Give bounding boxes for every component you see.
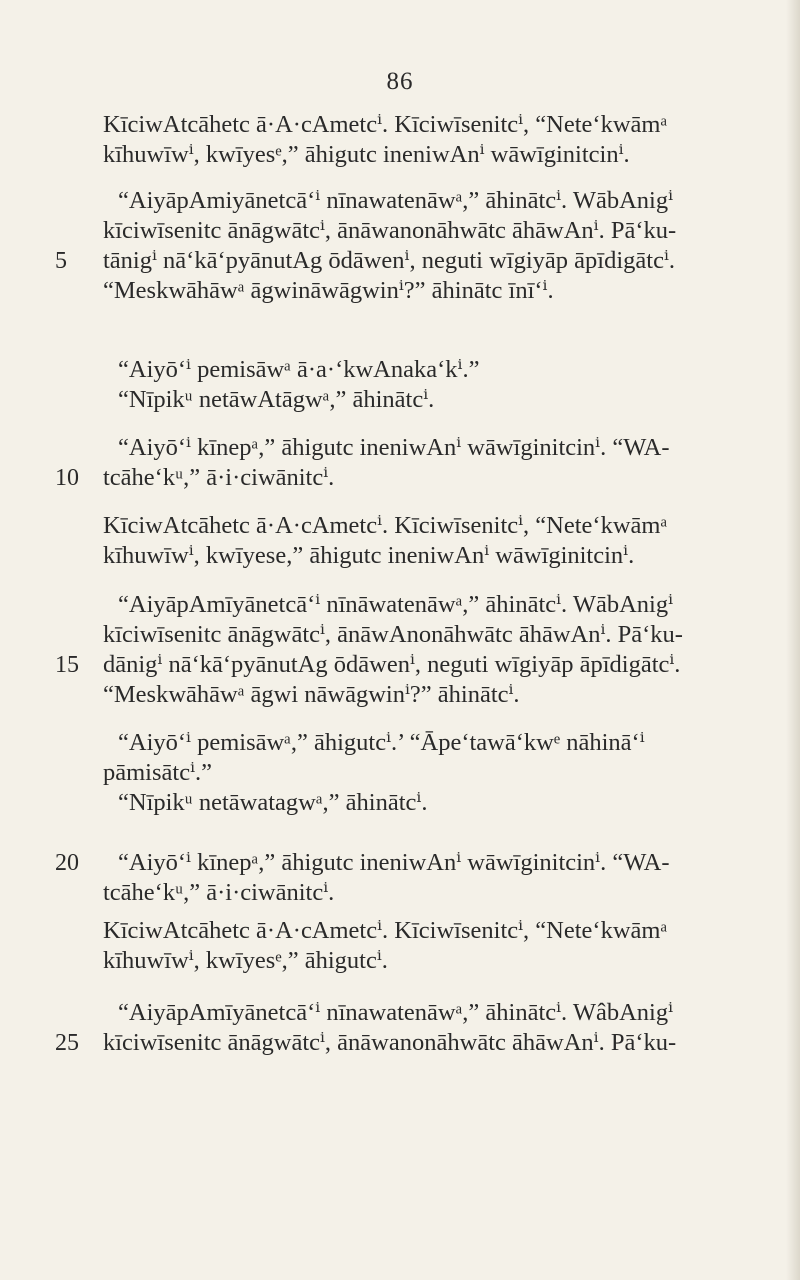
text-line: “Aiyō‘ⁱ kīnepᵃ,” āhigutc ineniwAnⁱ wāwīginitcinⁱ. “WA- [118, 434, 670, 461]
text-line: kīhuwīwⁱ, kwīyesᵉ,” āhigutc ineniwAnⁱ wāwīginitcinⁱ. [103, 141, 630, 168]
text-line: KīciwAtcāhetc ā·A·cAmetcⁱ. Kīciwīsenitcⁱ, “Nete‘kwāmᵃ [103, 512, 668, 539]
text-line: dānigⁱ nā‘kā‘pyānutAg ōdāwenⁱ, neguti wīgiyāp āpīdigātcⁱ. [103, 651, 681, 678]
text-line: “Aiyō‘ⁱ pemisāwᵃ,” āhigutcⁱ.’ “Āpe‘tawā‘kwᵉ nāhinā‘ⁱ [118, 729, 645, 756]
text-line: KīciwAtcāhetc ā·A·cAmetcⁱ. Kīciwīsenitcⁱ, “Nete‘kwāmᵃ [103, 111, 668, 138]
text-line: kīciwīsenitc ānāgwātcⁱ, ānāwanonāhwātc āhāwAnⁱ. Pā‘ku- [103, 217, 677, 244]
text-line: “Nīpikᵘ netāwAtāgwᵃ,” āhinātcⁱ. [118, 386, 435, 413]
text-line: “Aiyō‘ⁱ pemisāwᵃ ā·a·‘kwAnaka‘kⁱ.” [118, 356, 480, 383]
text-line: “AiyāpAmīyānetcā‘ⁱ nīnāwatenāwᵃ,” āhinātcⁱ. WābAnigⁱ [118, 591, 674, 618]
line-number: 25 [55, 1030, 79, 1056]
line-number: 10 [55, 465, 79, 491]
text-line: tānigⁱ nā‘kā‘pyānutAg ōdāwenⁱ, neguti wīgiyāp āpīdigātcⁱ. [103, 247, 675, 274]
text-line: “Meskwāhāwᵃ āgwi nāwāgwinⁱ?” āhinātcⁱ. [103, 681, 520, 708]
text-line: “AiyāpAmiyānetcā‘ⁱ nīnawatenāwᵃ,” āhinātcⁱ. WābAnigⁱ [118, 187, 674, 214]
text-line: “AiyāpAmīyānetcā‘ⁱ nīnawatenāwᵃ,” āhinātcⁱ. WâbAnigⁱ [118, 999, 674, 1026]
text-line: “Nīpikᵘ netāwatagwᵃ,” āhinātcⁱ. [118, 789, 428, 816]
line-number: 15 [55, 652, 79, 678]
text-line: tcāhe‘kᵘ,” ā·i·ciwānitcⁱ. [103, 464, 335, 491]
line-number: 5 [55, 248, 67, 274]
text-line: tcāhe‘kᵘ,” ā·i·ciwānitcⁱ. [103, 879, 335, 906]
text-line: pāmisātcⁱ.” [103, 759, 213, 786]
text-line: kīciwīsenitc ānāgwātcⁱ, ānāwanonāhwātc āhāwAnⁱ. Pā‘ku- [103, 1029, 677, 1056]
line-number: 20 [55, 850, 79, 876]
text-line: “Aiyō‘ⁱ kīnepᵃ,” āhigutc ineniwAnⁱ wāwīginitcinⁱ. “WA- [118, 849, 670, 876]
text-line: kīciwīsenitc ānāgwātcⁱ, ānāwAnonāhwātc āhāwAnⁱ. Pā‘ku- [103, 621, 683, 648]
text-line: “Meskwāhāwᵃ āgwināwāgwinⁱ?” āhinātc īnī‘ⁱ. [103, 277, 554, 304]
page-number: 86 [386, 68, 414, 95]
text-line: kīhuwīwⁱ, kwīyesᵉ,” āhigutcⁱ. [103, 947, 388, 974]
text-line: KīciwAtcāhetc ā·A·cAmetcⁱ. Kīciwīsenitcⁱ, “Nete‘kwāmᵃ [103, 917, 668, 944]
text-line: kīhuwīwⁱ, kwīyese,” āhigutc ineniwAnⁱ wāwīginitcinⁱ. [103, 542, 635, 569]
